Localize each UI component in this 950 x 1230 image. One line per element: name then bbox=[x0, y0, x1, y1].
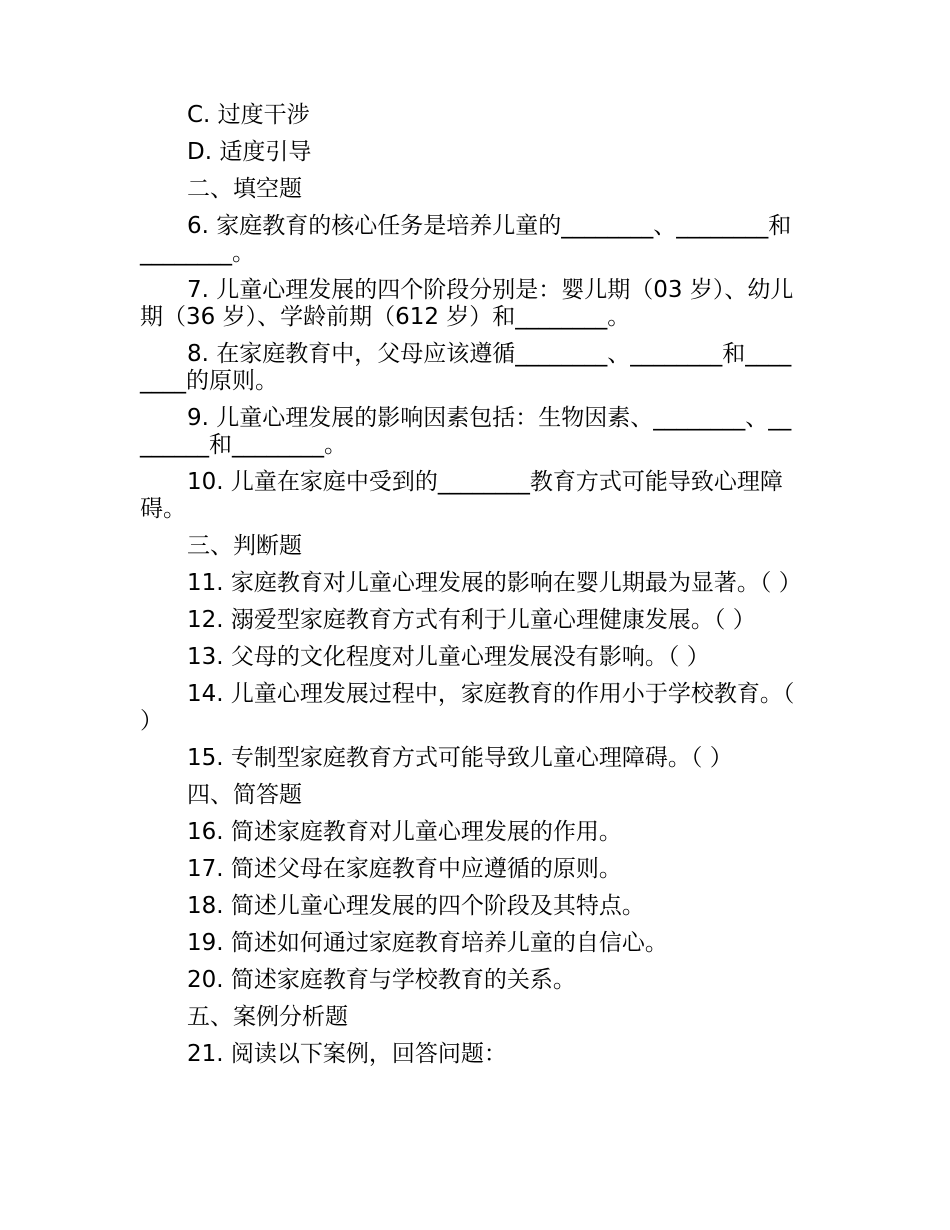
question-15: 15. 专制型家庭教育方式可能导致儿童心理障碍。（ ） bbox=[187, 745, 733, 771]
section-true-false-heading: 三、判断题 bbox=[187, 533, 302, 559]
question-12: 12. 溺爱型家庭教育方式有利于儿童心理健康发展。（ ） bbox=[187, 607, 756, 633]
document-page bbox=[140, 102, 802, 1078]
section-short-answer-heading: 四、简答题 bbox=[187, 782, 302, 808]
question-20: 20. 简述家庭教育与学校教育的关系。 bbox=[187, 967, 576, 993]
question-11: 11. 家庭教育对儿童心理发展的影响在婴儿期最为显著。（ ） bbox=[187, 570, 802, 596]
question-19: 19. 简述如何通过家庭教育培养儿童的自信心。 bbox=[187, 930, 668, 956]
option-c: C. 过度干涉 bbox=[187, 102, 310, 128]
question-14: 14. 儿童心理发展过程中，家庭教育的作用小于学校教育。（ ） bbox=[140, 681, 795, 734]
question-7: 7. 儿童心理发展的四个阶段分别是：婴儿期（03 岁）、幼儿期（36 岁）、学龄前期（612 岁）和________。 bbox=[140, 277, 794, 330]
question-16: 16. 简述家庭教育对儿童心理发展的作用。 bbox=[187, 819, 622, 845]
section-fill-in-blank-heading: 二、填空题 bbox=[187, 176, 302, 202]
question-8: 8. 在家庭教育中，父母应该遵循________、________和________的原则。 bbox=[140, 341, 792, 394]
question-13: 13. 父母的文化程度对儿童心理发展没有影响。（ ） bbox=[187, 644, 710, 670]
question-21: 21. 阅读以下案例，回答问题： bbox=[187, 1041, 507, 1067]
question-6: 6. 家庭教育的核心任务是培养儿童的________、________和________。 bbox=[140, 213, 792, 266]
section-case-analysis-heading: 五、案例分析题 bbox=[187, 1004, 348, 1030]
question-9: 9. 儿童心理发展的影响因素包括：生物因素、________、________和________。 bbox=[140, 405, 792, 458]
question-18: 18. 简述儿童心理发展的四个阶段及其特点。 bbox=[187, 893, 645, 919]
question-17: 17. 简述父母在家庭教育中应遵循的原则。 bbox=[187, 856, 622, 882]
question-10: 10. 儿童在家庭中受到的________教育方式可能导致心理障碍。 bbox=[140, 469, 783, 522]
option-d: D. 适度引导 bbox=[187, 139, 312, 165]
